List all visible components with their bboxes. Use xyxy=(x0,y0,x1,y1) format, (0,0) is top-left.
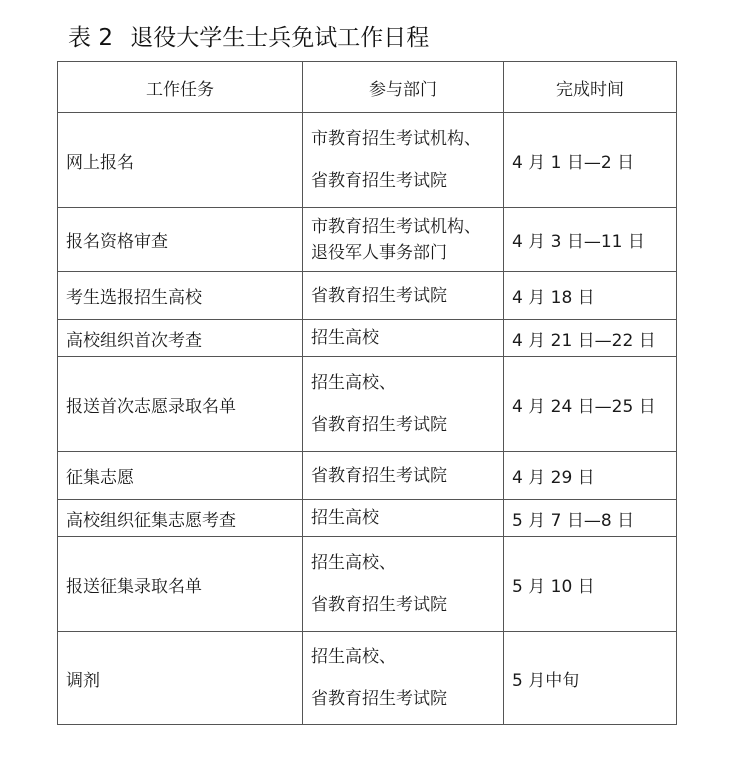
departments-cell xyxy=(303,452,504,500)
departments-cell xyxy=(303,208,504,272)
departments-cell xyxy=(303,357,504,452)
table-row xyxy=(58,320,677,357)
date-cell: 5 月 7 日—8 日 xyxy=(504,500,677,537)
table-row xyxy=(58,452,677,500)
header-date: 完成时间 xyxy=(504,62,677,113)
task-cell: 网上报名 xyxy=(58,113,303,208)
date-cell: 4 月 21 日—22 日 xyxy=(504,320,677,357)
department-line: 招生高校 xyxy=(311,328,379,348)
department-line: 招生高校、 xyxy=(311,647,396,667)
table-title-label: 表 xyxy=(68,25,91,51)
department-line: 招生高校、 xyxy=(311,553,396,573)
department-line: 省教育招生考试院 xyxy=(311,689,447,709)
table-row xyxy=(58,632,677,725)
header-departments: 参与部门 xyxy=(303,62,504,113)
department-line: 招生高校、 xyxy=(311,373,396,393)
task-cell: 高校组织征集志愿考查 xyxy=(58,500,303,537)
departments-cell xyxy=(303,320,504,357)
task-cell: 调剂 xyxy=(58,632,303,725)
date-cell: 4 月 29 日 xyxy=(504,452,677,500)
department-line: 省教育招生考试院 xyxy=(311,285,447,306)
department-line: 省教育招生考试院 xyxy=(311,595,447,615)
department-line: 市教育招生考试机构、 xyxy=(311,129,481,149)
date-cell: 4 月 3 日—11 日 xyxy=(504,208,677,272)
table-title-number: 2 xyxy=(98,25,113,51)
task-cell: 高校组织首次考查 xyxy=(58,320,303,357)
departments-cell xyxy=(303,537,504,632)
table-title-text: 退役大学生士兵免试工作日程 xyxy=(130,25,430,51)
department-line: 省教育招生考试院 xyxy=(311,171,447,191)
table-row xyxy=(58,537,677,632)
header-task: 工作任务 xyxy=(58,62,303,113)
department-line: 省教育招生考试院 xyxy=(311,415,447,435)
table-row xyxy=(58,357,677,452)
table-title xyxy=(68,22,429,54)
department-line: 市教育招生考试机构、 xyxy=(311,216,481,237)
departments-cell xyxy=(303,272,504,320)
department-line: 省教育招生考试院 xyxy=(311,465,447,486)
task-cell: 报送征集录取名单 xyxy=(58,537,303,632)
departments-cell xyxy=(303,632,504,725)
task-cell: 报送首次志愿录取名单 xyxy=(58,357,303,452)
date-cell: 4 月 1 日—2 日 xyxy=(504,113,677,208)
schedule-table xyxy=(57,61,677,725)
date-cell: 5 月中旬 xyxy=(504,632,677,725)
table-row xyxy=(58,208,677,272)
date-cell: 5 月 10 日 xyxy=(504,537,677,632)
header-row xyxy=(58,62,677,113)
task-cell: 报名资格审查 xyxy=(58,208,303,272)
departments-cell xyxy=(303,113,504,208)
department-line: 退役军人事务部门 xyxy=(311,242,447,263)
date-cell: 4 月 18 日 xyxy=(504,272,677,320)
departments-cell xyxy=(303,500,504,537)
department-line: 招生高校 xyxy=(311,508,379,528)
table-row xyxy=(58,272,677,320)
task-cell: 考生选报招生高校 xyxy=(58,272,303,320)
date-cell: 4 月 24 日—25 日 xyxy=(504,357,677,452)
table-row xyxy=(58,500,677,537)
table-row xyxy=(58,113,677,208)
task-cell: 征集志愿 xyxy=(58,452,303,500)
